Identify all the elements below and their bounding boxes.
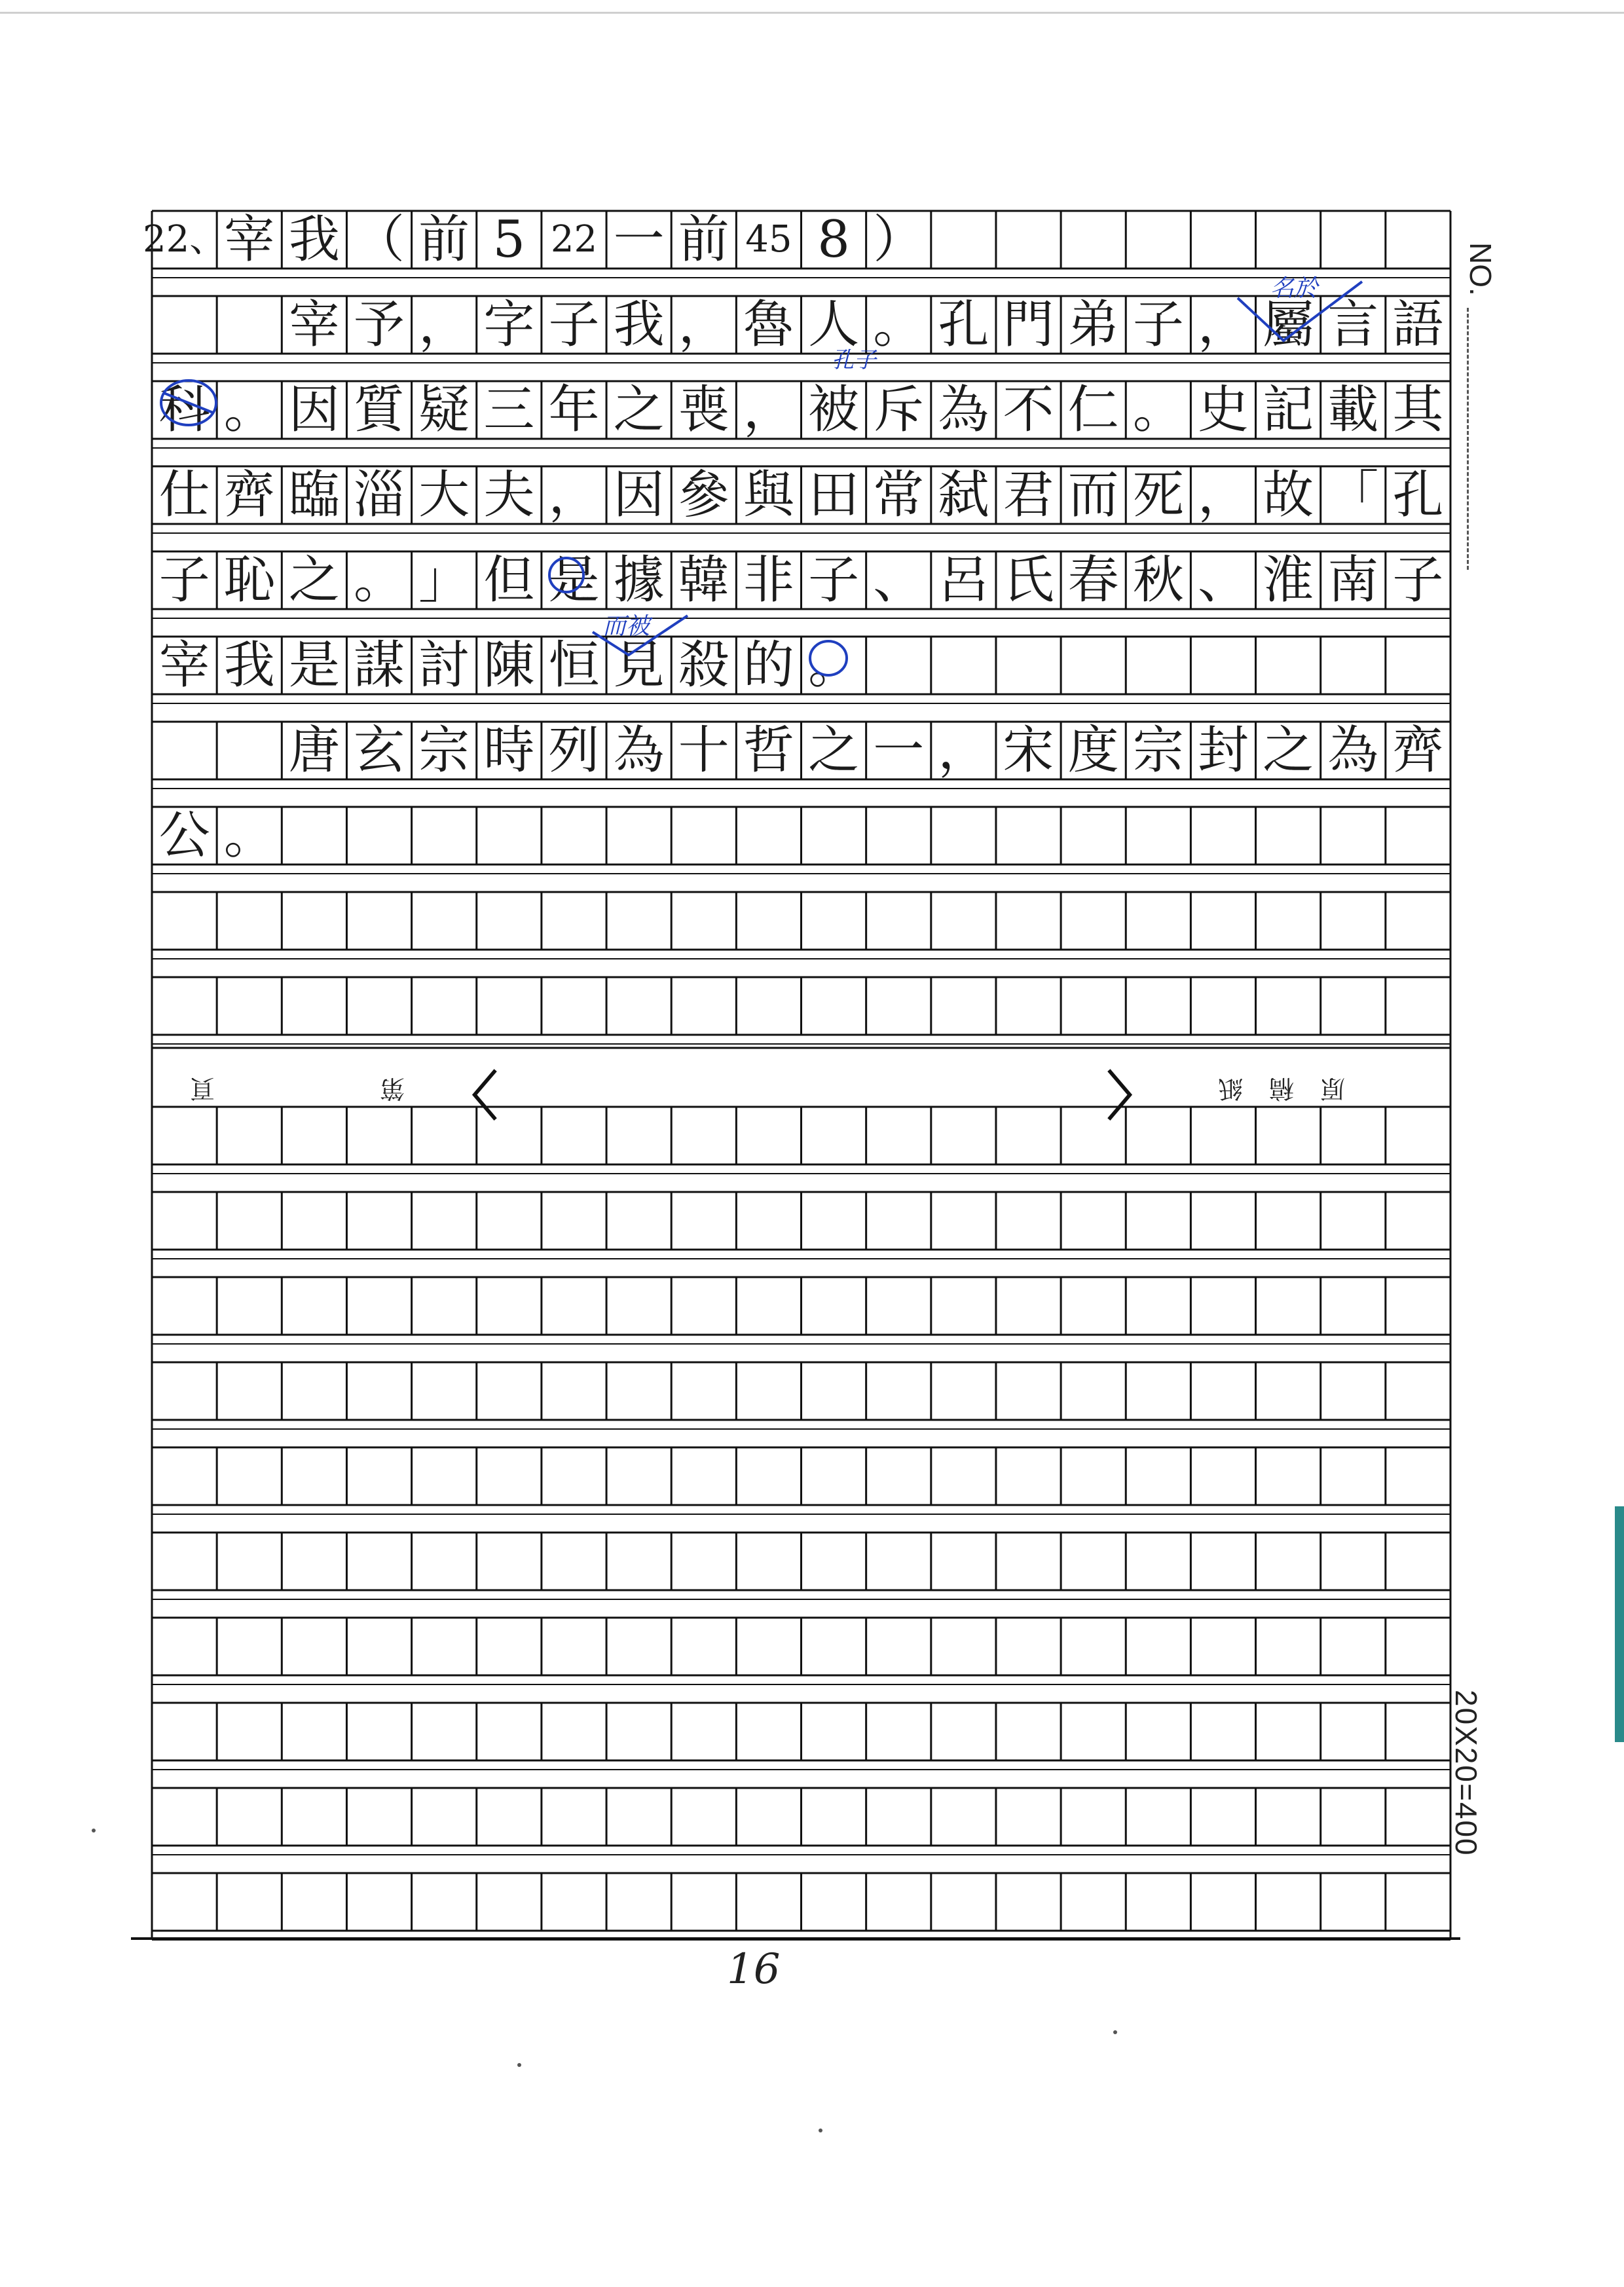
grid-cell: 子	[548, 295, 600, 354]
grid-cell	[1190, 637, 1255, 694]
grid-cell: 公	[158, 806, 210, 865]
grid-cell: 氏	[1003, 551, 1054, 610]
grid-cell: 參	[678, 466, 729, 525]
grid-cell: 科	[158, 381, 210, 439]
grid-cell: 大	[418, 466, 470, 525]
grid-cell: 宗	[1132, 721, 1184, 780]
grid-cell	[802, 807, 866, 865]
grid-cell	[931, 807, 996, 865]
grid-cell: 秋	[1132, 551, 1184, 610]
grid-cell	[1061, 211, 1126, 269]
grid-cell: 。	[354, 551, 405, 610]
grid-cell	[996, 807, 1061, 865]
grid-cell: 南	[1327, 551, 1379, 610]
grid-cell: 子	[1132, 295, 1184, 354]
grid-cell: ，	[1197, 295, 1249, 354]
grid-cell: 淄	[354, 466, 405, 525]
grid-cell: 屬	[1263, 295, 1314, 354]
grid-cell: 仁	[1067, 381, 1119, 439]
grid-cell: 前	[418, 210, 470, 269]
grid-cell	[412, 807, 477, 865]
grid-cell: 之	[288, 551, 340, 610]
scan-speck	[819, 2129, 822, 2132]
grid-cell: 而	[1067, 466, 1119, 525]
grid-cell: 年	[548, 381, 600, 439]
grid-cell: 夫	[483, 466, 535, 525]
grid-cell: 之	[1263, 721, 1314, 780]
grid-cell	[282, 807, 346, 865]
grid-cell: 哲	[743, 721, 794, 780]
grid-cell: 字	[483, 295, 535, 354]
grid-cell: 殺	[678, 636, 729, 695]
grid-cell	[931, 211, 996, 269]
grid-cell: 宰	[223, 210, 275, 269]
grid-cell: 列	[548, 721, 600, 780]
grid-cell: ，	[678, 295, 729, 354]
grid-cell: 討	[418, 636, 470, 695]
grid-cell: 。	[808, 636, 860, 695]
grid-cell	[1126, 211, 1190, 269]
grid-cell: 魯	[743, 295, 794, 354]
grid-cell: 呂	[938, 551, 989, 610]
grid-cell: 記	[1263, 381, 1314, 439]
grid-cell: 常	[873, 466, 925, 525]
grid-cell	[1256, 807, 1321, 865]
grid-cell: 22、	[142, 218, 227, 261]
fold-di-label: 第	[380, 1074, 405, 1103]
grid-cell: 淮	[1263, 551, 1314, 610]
grid-cell: 是	[288, 636, 340, 695]
grid-cell: 宰	[158, 636, 210, 695]
grid-cell: 死	[1132, 466, 1184, 525]
grid-cell: 人	[808, 295, 860, 354]
grid-cell: 為	[938, 381, 989, 439]
grid-cell: 的	[743, 636, 794, 695]
grid-cell: 質	[354, 381, 405, 439]
grid-cell: 君	[1003, 466, 1054, 525]
grid-cell	[1256, 211, 1321, 269]
grid-cell: 之	[808, 721, 860, 780]
grid-cell: 言	[1327, 295, 1379, 354]
grid-cell	[1061, 637, 1126, 694]
scan-speck	[1113, 2030, 1117, 2034]
grid-cell: 恒	[548, 636, 600, 695]
grid-cell: 一	[613, 210, 665, 269]
grid-cell	[217, 296, 282, 354]
grid-cell	[1190, 807, 1255, 865]
grid-cell	[542, 807, 606, 865]
grid-cell: 門	[1003, 295, 1054, 354]
grid-cell: 唐	[288, 721, 340, 780]
grid-cell: 見	[613, 636, 665, 695]
grid-cell	[1126, 807, 1190, 865]
grid-cell: 之	[613, 381, 665, 439]
grid-cell: 韓	[678, 551, 729, 610]
grid-cell: 。	[1132, 381, 1184, 439]
grid-cell	[1386, 637, 1450, 694]
correction-annotation: 而被	[602, 613, 650, 640]
grid-cell: 為	[1327, 721, 1379, 780]
grid-cell: 。	[223, 381, 275, 439]
grid-cell: ，	[418, 295, 470, 354]
grid-cell: 因	[288, 381, 340, 439]
grid-cell: 。	[873, 295, 925, 354]
grid-cell: 孔	[1392, 466, 1444, 525]
grid-cell	[217, 722, 282, 779]
grid-cell	[671, 807, 736, 865]
grid-cell: 不	[1003, 381, 1054, 439]
grid-cell: 一	[873, 721, 925, 780]
grid-cell: 陳	[483, 636, 535, 695]
grid-cell: 予	[354, 295, 405, 354]
fold-right-bracket-icon: 〉	[1107, 1066, 1159, 1127]
grid-cell: 弟	[1067, 295, 1119, 354]
grid-cell: 宰	[288, 295, 340, 354]
grid-cell: 、	[1197, 551, 1249, 610]
grid-cell: 是	[548, 551, 600, 610]
scan-speck	[92, 1829, 96, 1832]
correction-annotation: 名於	[1270, 275, 1318, 302]
grid-cell: 齊	[223, 466, 275, 525]
grid-cell: ）	[873, 210, 925, 269]
grid-cell: 子	[158, 551, 210, 610]
grid-cell: 臨	[288, 466, 340, 525]
grid-cell: 據	[613, 551, 665, 610]
grid-cell	[866, 807, 931, 865]
grid-cell	[1256, 637, 1321, 694]
grid-cell	[1061, 807, 1126, 865]
grid-cell: 十	[678, 721, 729, 780]
correction-annotation: 孔子	[832, 347, 876, 373]
grid-cell: 封	[1197, 721, 1249, 780]
page-number: 16	[727, 1945, 781, 1994]
grid-cell: 喪	[678, 381, 729, 439]
grid-cell	[1321, 211, 1386, 269]
grid-cell: 仕	[158, 466, 210, 525]
grid-cell	[152, 296, 217, 354]
grid-cell: ，	[1197, 466, 1249, 525]
grid-cell	[931, 637, 996, 694]
grid-cell: 田	[808, 466, 860, 525]
grid-cell	[152, 722, 217, 779]
grid-cell: 宋	[1003, 721, 1054, 780]
margin-dashed-line	[1467, 308, 1471, 570]
grid-cell: 為	[613, 721, 665, 780]
sheet-number-label: NO.	[1464, 242, 1498, 296]
grid-cell: 孔	[938, 295, 989, 354]
grid-cell: 載	[1327, 381, 1379, 439]
grid-cell: 因	[613, 466, 665, 525]
grid-cell: 三	[483, 381, 535, 439]
grid-cell: 」	[418, 551, 470, 610]
grid-cell: 22	[550, 218, 598, 261]
grid-cell: 前	[678, 210, 729, 269]
grid-cell: 。	[223, 806, 275, 865]
grid-cell	[1321, 807, 1386, 865]
grid-cell: 語	[1392, 295, 1444, 354]
grid-cell	[477, 807, 542, 865]
grid-cell: 春	[1067, 551, 1119, 610]
grid-cell	[606, 807, 671, 865]
grid-cell: 時	[483, 721, 535, 780]
grid-cell: 子	[808, 551, 860, 610]
grid-cell: 但	[483, 551, 535, 610]
grid-cell: 子	[1392, 551, 1444, 610]
grid-cell: 我	[223, 636, 275, 695]
sheet-spec-label: 20X20=400	[1449, 1690, 1483, 1857]
grid-cell	[1321, 637, 1386, 694]
grid-cell	[1386, 807, 1450, 865]
grid-cell: 我	[613, 295, 665, 354]
grid-cell	[736, 807, 801, 865]
grid-cell: 恥	[223, 551, 275, 610]
grid-cell: 非	[743, 551, 794, 610]
grid-cell	[346, 807, 411, 865]
grid-cell	[1126, 637, 1190, 694]
grid-cell	[866, 637, 931, 694]
grid-cell: 齊	[1392, 721, 1444, 780]
grid-cell: 斥	[873, 381, 925, 439]
fold-page-label: 頁	[190, 1074, 215, 1103]
grid-cell	[996, 637, 1061, 694]
grid-cell: 與	[743, 466, 794, 525]
grid-cell: 我	[288, 210, 340, 269]
grid-cell	[1190, 211, 1255, 269]
grid-cell: 、	[873, 551, 925, 610]
grid-cell: ，	[548, 466, 600, 525]
grid-cell: 疑	[418, 381, 470, 439]
grid-cell: 8	[817, 210, 850, 269]
fold-paper-label: 原稿紙	[1192, 1074, 1346, 1103]
grid-cell	[1386, 211, 1450, 269]
grid-cell: 玄	[354, 721, 405, 780]
grid-cell: 宗	[418, 721, 470, 780]
fold-left-bracket-icon: 〈	[445, 1066, 498, 1127]
grid-cell: 度	[1067, 721, 1119, 780]
grid-cell: ，	[938, 721, 989, 780]
grid-cell: 史	[1197, 381, 1249, 439]
grid-cell: 5	[492, 210, 526, 269]
grid-cell: 其	[1392, 381, 1444, 439]
grid-cell: 45	[745, 218, 792, 261]
grid-cell: 「	[1327, 466, 1379, 525]
grid-cell: 謀	[354, 636, 405, 695]
grid-cell	[996, 211, 1061, 269]
scan-speck	[517, 2063, 521, 2067]
grid-cell: 被	[808, 381, 860, 439]
grid-cell: 弑	[938, 466, 989, 525]
grid-cell: ，	[743, 381, 794, 439]
grid-cell: 故	[1263, 466, 1314, 525]
grid-cell: （	[354, 210, 405, 269]
